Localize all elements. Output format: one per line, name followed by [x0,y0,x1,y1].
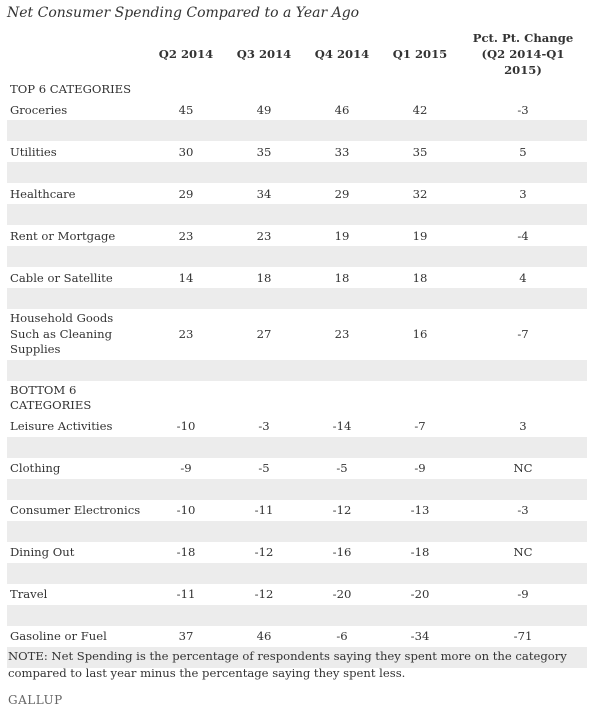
spacer-row [7,246,587,267]
header-change: Pct. Pt. Change (Q2 2014-Q1 2015) [472,31,574,77]
table-row [7,542,587,563]
spacer-row [7,437,587,458]
cell-q4-2014: 33 [334,144,350,159]
cell-q4-2014: -20 [332,587,352,601]
cell-q1-2015: -7 [414,419,426,433]
cell-q4-2014: -5 [336,461,348,475]
header-q2-2014: Q2 2014 [158,47,214,61]
table-row [7,183,587,204]
row-label: Leisure Activities [10,419,113,433]
section-header-top [7,78,587,99]
cell-q1-2015: 19 [412,228,428,243]
section-label-top: TOP 6 CATEGORIES [10,81,132,96]
cell-change: 3 [519,186,527,201]
cell-change: -71 [513,629,533,643]
cell-q2-2014: -10 [176,503,196,517]
cell-q4-2014: 23 [334,327,350,342]
cell-q2-2014: 23 [178,327,194,342]
cell-q2-2014: 37 [178,629,194,643]
table-row [7,626,587,647]
cell-q2-2014: 14 [178,270,194,285]
row-label: Household Goods Such as Cleaning Supplies [10,311,114,356]
table-row [7,141,587,162]
cell-q3-2014: 27 [256,327,272,342]
cell-change: NC [513,545,533,559]
cell-q4-2014: 29 [334,186,350,201]
cell-q3-2014: -3 [258,419,270,433]
cell-q4-2014: 46 [334,102,350,117]
header-q1-2015: Q1 2015 [392,47,448,61]
row-label: Gasoline or Fuel [10,629,107,643]
cell-change: NC [513,461,533,475]
spacer-row [7,479,587,500]
table-row [7,416,587,437]
cell-q4-2014: 18 [334,270,350,285]
table-row [7,309,587,360]
cell-change: 3 [519,419,527,433]
header-category [7,30,147,78]
row-label: Travel [10,587,48,601]
footnote: NOTE: Net Spending is the percentage of respondents saying they spent more on the category compared to last year minus the percentage saying they spent less. [8,649,567,680]
table-title: Net Consumer Spending Compared to a Year Ago [7,5,360,21]
cell-q2-2014: 29 [178,186,194,201]
cell-q4-2014: -16 [332,545,352,559]
row-label: Consumer Electronics [10,503,141,517]
cell-q2-2014: -11 [176,587,196,601]
cell-q2-2014: -10 [176,419,196,433]
cell-q1-2015: 35 [412,144,428,159]
row-label: Dining Out [10,545,75,559]
spacer-row [7,288,587,309]
cell-q3-2014: -12 [254,545,274,559]
table-row [7,584,587,605]
spacer-row [7,120,587,141]
cell-q2-2014: 45 [178,102,194,117]
row-label: Healthcare [10,186,76,201]
cell-q1-2015: -9 [414,461,426,475]
header-q3-2014: Q3 2014 [236,47,292,61]
spacer-row [7,521,587,542]
cell-q3-2014: 35 [256,144,272,159]
table-row [7,225,587,246]
cell-change: -3 [517,503,529,517]
cell-q1-2015: 32 [412,186,428,201]
cell-q1-2015: 42 [412,102,428,117]
table-row [7,267,587,288]
row-label: Clothing [10,461,61,475]
cell-q3-2014: -5 [258,461,270,475]
cell-q2-2014: 23 [178,228,194,243]
row-label: Cable or Satellite [10,270,113,285]
cell-q1-2015: -18 [410,545,430,559]
cell-q1-2015: 18 [412,270,428,285]
cell-q2-2014: -9 [180,461,192,475]
spending-table [7,30,587,668]
cell-q3-2014: -12 [254,587,274,601]
spacer-row [7,204,587,225]
cell-q2-2014: 30 [178,144,194,159]
cell-change: 4 [519,270,527,285]
cell-q3-2014: 34 [256,186,272,201]
cell-q3-2014: 46 [256,629,272,643]
row-label: Rent or Mortgage [10,228,116,243]
cell-q2-2014: -18 [176,545,196,559]
row-label: Groceries [10,102,68,117]
cell-q1-2015: -20 [410,587,430,601]
spacer-row [7,605,587,626]
cell-q4-2014: -6 [336,629,348,643]
cell-change: -4 [517,228,529,243]
cell-q3-2014: 23 [256,228,272,243]
cell-change: 5 [519,144,527,159]
cell-change: -7 [517,327,529,342]
section-label-bottom: BOTTOM 6 CATEGORIES [10,382,92,412]
header-q4-2014: Q4 2014 [314,47,370,61]
table-row [7,99,587,120]
cell-q1-2015: 16 [412,327,428,342]
spacer-row [7,563,587,584]
cell-q3-2014: 18 [256,270,272,285]
section-header-bottom [7,381,587,416]
spacer-row [7,162,587,183]
gallup-logo: GALLUP [8,693,63,707]
cell-q4-2014: 19 [334,228,350,243]
cell-change: -3 [517,102,529,117]
cell-q4-2014: -12 [332,503,352,517]
cell-q4-2014: -14 [332,419,352,433]
table-row [7,500,587,521]
spacer-row [7,360,587,381]
cell-q1-2015: -34 [410,629,430,643]
row-label: Utilities [10,144,57,159]
cell-q1-2015: -13 [410,503,430,517]
table-row [7,458,587,479]
cell-change: -9 [517,587,529,601]
cell-q3-2014: 49 [256,102,272,117]
cell-q3-2014: -11 [254,503,274,517]
header-row [7,30,587,78]
